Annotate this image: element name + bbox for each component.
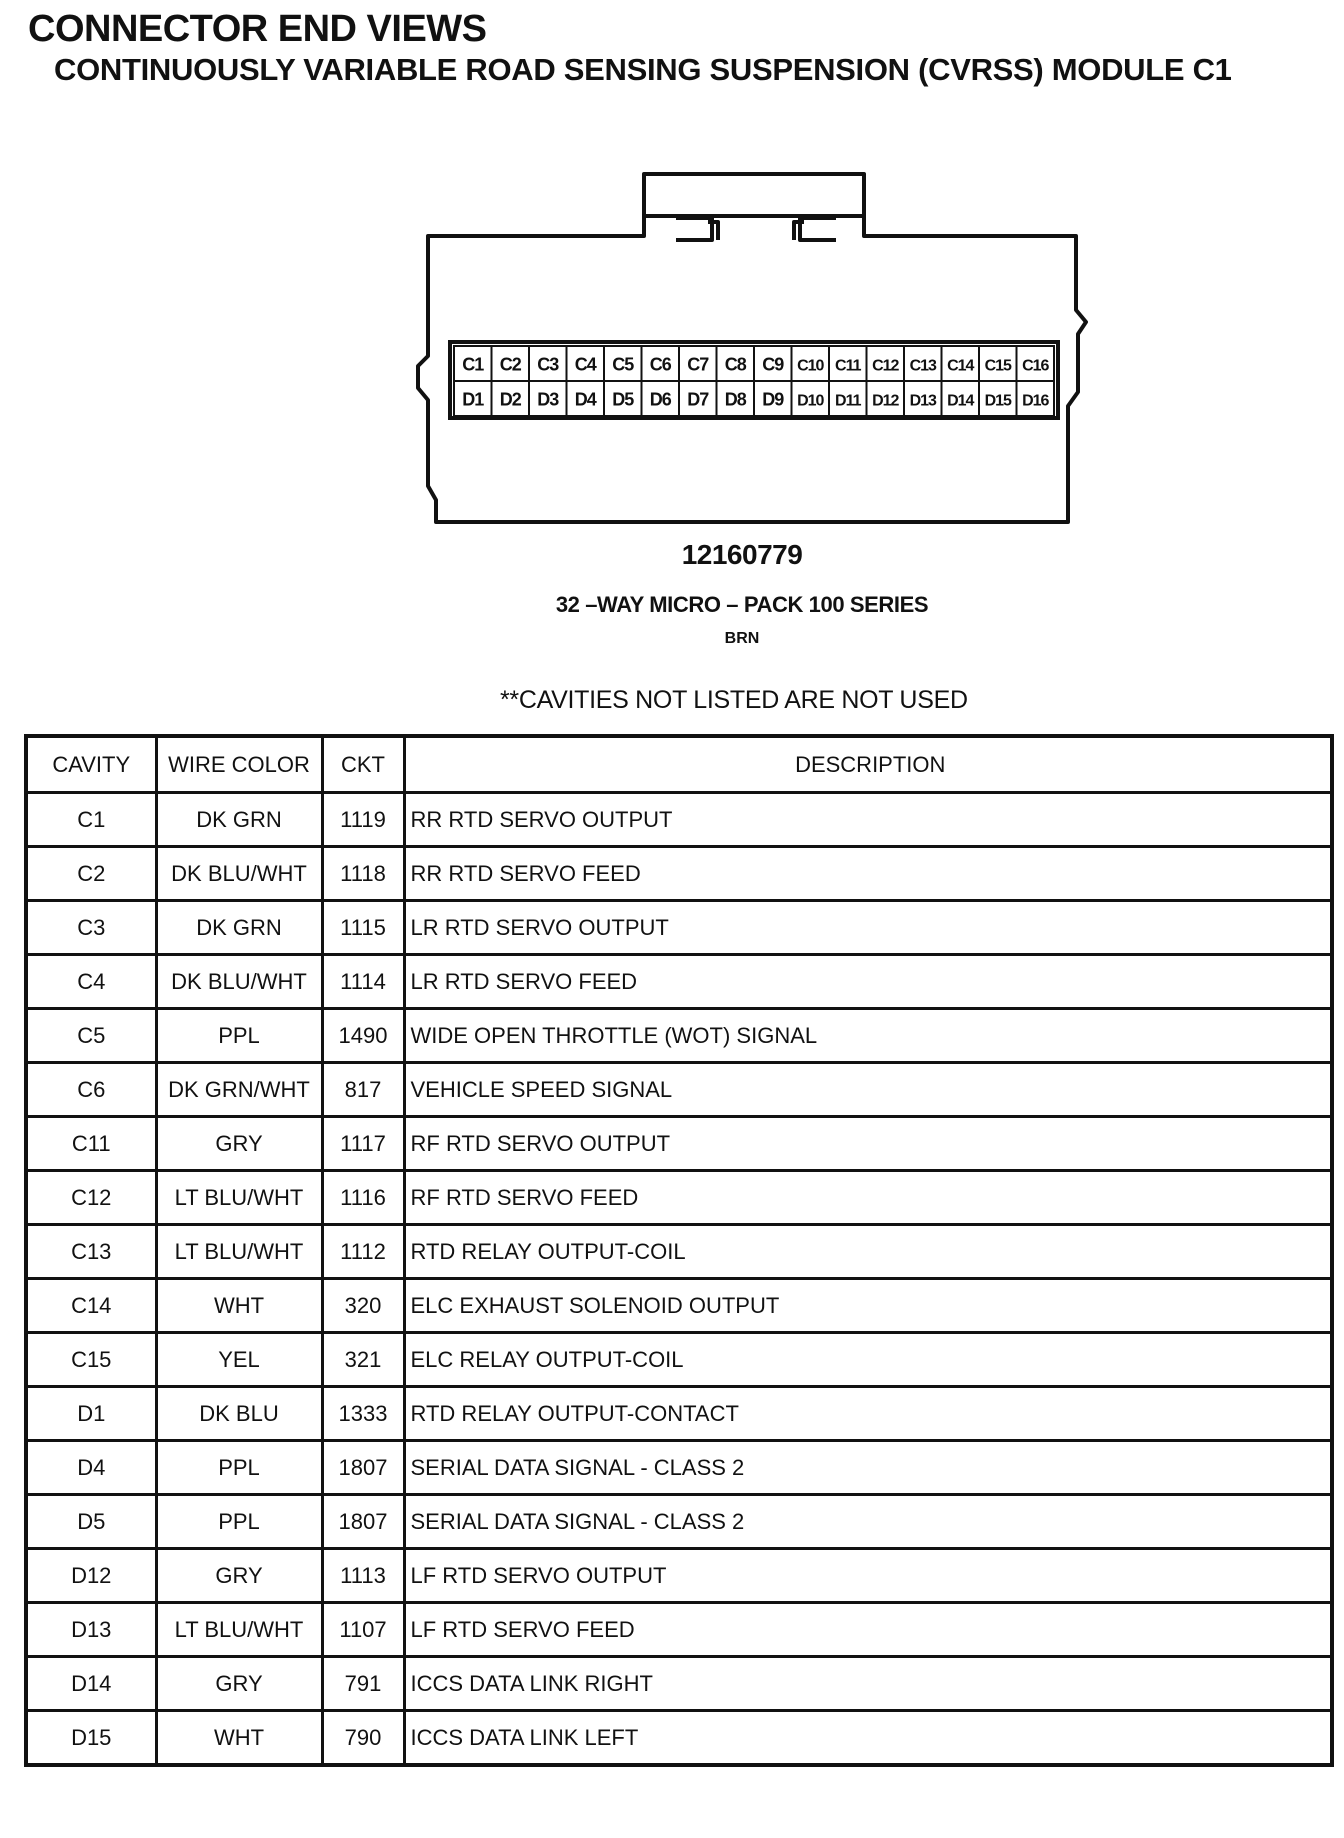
cavity-label-d13: D13	[909, 392, 936, 410]
ckt-cell: 1107	[322, 1603, 404, 1657]
wire-color-cell: PPL	[156, 1495, 322, 1549]
wire-color-cell: LT BLU/WHT	[156, 1225, 322, 1279]
page-title: CONNECTOR END VIEWS	[28, 8, 487, 50]
table-row	[26, 1009, 1332, 1063]
ckt-cell: 791	[322, 1657, 404, 1711]
wire-color-cell: PPL	[156, 1009, 322, 1063]
cavity-label-d9: D9	[762, 389, 784, 410]
cavity-cell: C11	[26, 1117, 156, 1171]
description-cell: ELC RELAY OUTPUT-COIL	[404, 1333, 1332, 1387]
table-row	[26, 1333, 1332, 1387]
cavity-cell: D13	[26, 1603, 156, 1657]
cavity-label-d15: D15	[984, 392, 1011, 410]
description-cell: ICCS DATA LINK RIGHT	[404, 1657, 1332, 1711]
connector-part-number: 12160779	[681, 539, 803, 570]
table-row	[26, 1387, 1332, 1441]
cavity-cell: C6	[26, 1063, 156, 1117]
cavity-label-d11: D11	[835, 392, 861, 410]
table-row	[26, 793, 1332, 847]
cavity-label-c6: C6	[649, 354, 671, 375]
cavity-label-c9: C9	[762, 354, 784, 375]
cavity-label-d7: D7	[687, 389, 709, 410]
table-row	[26, 1711, 1332, 1766]
wire-color-cell: DK BLU	[156, 1387, 322, 1441]
wire-color-cell: DK GRN	[156, 901, 322, 955]
cavity-label-d1: D1	[462, 389, 484, 410]
description-header: DESCRIPTION	[404, 736, 1332, 793]
ckt-cell: 320	[322, 1279, 404, 1333]
description-cell: ICCS DATA LINK LEFT	[404, 1711, 1332, 1766]
ckt-cell: 1118	[322, 847, 404, 901]
description-cell: RF RTD SERVO OUTPUT	[404, 1117, 1332, 1171]
wire-color-cell: DK BLU/WHT	[156, 955, 322, 1009]
ckt-cell: 1333	[322, 1387, 404, 1441]
description-cell: RR RTD SERVO OUTPUT	[404, 793, 1332, 847]
description-cell: LF RTD SERVO FEED	[404, 1603, 1332, 1657]
wire-color-cell: LT BLU/WHT	[156, 1171, 322, 1225]
description-cell: RTD RELAY OUTPUT-COIL	[404, 1225, 1332, 1279]
cavity-cell: D12	[26, 1549, 156, 1603]
cavity-label-c10: C10	[797, 357, 824, 375]
pinout-table	[24, 734, 1334, 1767]
description-cell: RR RTD SERVO FEED	[404, 847, 1332, 901]
cavity-cell: D15	[26, 1711, 156, 1766]
table-row	[26, 847, 1332, 901]
ckt-cell: 790	[322, 1711, 404, 1766]
table-row	[26, 1657, 1332, 1711]
cavity-label-d4: D4	[574, 389, 596, 410]
wire-color-cell: PPL	[156, 1441, 322, 1495]
cavity-label-c4: C4	[574, 354, 596, 375]
cavity-label-c11: C11	[835, 357, 861, 375]
ckt-cell: 1807	[322, 1441, 404, 1495]
ckt-cell: 1112	[322, 1225, 404, 1279]
cavity-label-c1: C1	[462, 354, 484, 375]
wire-color-cell: DK GRN	[156, 793, 322, 847]
description-cell: SERIAL DATA SIGNAL - CLASS 2	[404, 1441, 1332, 1495]
cavity-label-c13: C13	[909, 357, 936, 375]
table-row	[26, 1603, 1332, 1657]
wire-color-cell: GRY	[156, 1117, 322, 1171]
cavity-cell: D5	[26, 1495, 156, 1549]
ckt-cell: 1490	[322, 1009, 404, 1063]
ckt-cell: 1114	[322, 955, 404, 1009]
cavity-label-d14: D14	[947, 392, 974, 410]
cavity-cell: C5	[26, 1009, 156, 1063]
cavity-label-c15: C15	[984, 357, 1011, 375]
table-row	[26, 1495, 1332, 1549]
cavity-cell: D14	[26, 1657, 156, 1711]
wire-color-cell: DK GRN/WHT	[156, 1063, 322, 1117]
cavity-cell: C14	[26, 1279, 156, 1333]
module-title: CONTINUOUSLY VARIABLE ROAD SENSING SUSPENSION (CVRSS) MODULE C1	[54, 52, 1232, 87]
description-cell: RTD RELAY OUTPUT-CONTACT	[404, 1387, 1332, 1441]
cavity-cell: D1	[26, 1387, 156, 1441]
cavity-label-d10: D10	[797, 392, 824, 410]
cavity-label-d5: D5	[612, 389, 634, 410]
wire-color-cell: YEL	[156, 1333, 322, 1387]
wire-color-cell: DK BLU/WHT	[156, 847, 322, 901]
cavity-cell: C3	[26, 901, 156, 955]
description-cell: LR RTD SERVO FEED	[404, 955, 1332, 1009]
wire-color-cell: LT BLU/WHT	[156, 1603, 322, 1657]
cavity-label-c7: C7	[687, 354, 709, 375]
cavity-label-c14: C14	[947, 357, 974, 375]
ckt-cell: 1113	[322, 1549, 404, 1603]
ckt-cell: 1116	[322, 1171, 404, 1225]
cavity-label-c16: C16	[1022, 357, 1049, 375]
wire-color-cell: WHT	[156, 1279, 322, 1333]
table-row	[26, 901, 1332, 955]
table-row	[26, 1171, 1332, 1225]
cavity-cell: C2	[26, 847, 156, 901]
ckt-cell: 817	[322, 1063, 404, 1117]
cavity-header: CAVITY	[26, 736, 156, 793]
description-cell: LR RTD SERVO OUTPUT	[404, 901, 1332, 955]
connector-color: BRN	[724, 630, 760, 647]
table-row	[26, 1441, 1332, 1495]
cavity-cell: C15	[26, 1333, 156, 1387]
cavity-label-d16: D16	[1022, 392, 1049, 410]
cavity-label-d8: D8	[724, 389, 746, 410]
description-cell: VEHICLE SPEED SIGNAL	[404, 1063, 1332, 1117]
ckt-cell: 1807	[322, 1495, 404, 1549]
description-cell: WIDE OPEN THROTTLE (WOT) SIGNAL	[404, 1009, 1332, 1063]
cavity-label-d6: D6	[649, 389, 671, 410]
cavity-label-d12: D12	[872, 392, 899, 410]
cavity-cell: C12	[26, 1171, 156, 1225]
table-header-row	[26, 736, 1332, 793]
cavity-label-c5: C5	[612, 354, 634, 375]
connector-end-view-diagram	[0, 160, 1344, 540]
table-row	[26, 1279, 1332, 1333]
cavity-label-d2: D2	[499, 389, 521, 410]
ckt-header: CKT	[322, 736, 404, 793]
table-row	[26, 1117, 1332, 1171]
cavity-cell: C1	[26, 793, 156, 847]
ckt-cell: 1119	[322, 793, 404, 847]
table-row	[26, 955, 1332, 1009]
ckt-cell: 1115	[322, 901, 404, 955]
cavity-label-d3: D3	[537, 389, 559, 410]
cavity-label-c12: C12	[872, 357, 899, 375]
table-row	[26, 1063, 1332, 1117]
cavity-label-c8: C8	[724, 354, 746, 375]
ckt-cell: 1117	[322, 1117, 404, 1171]
cavities-note: **CAVITIES NOT LISTED ARE NOT USED	[500, 686, 968, 714]
description-cell: ELC EXHAUST SOLENOID OUTPUT	[404, 1279, 1332, 1333]
wire-color-cell: GRY	[156, 1549, 322, 1603]
ckt-cell: 321	[322, 1333, 404, 1387]
cavity-cell: D4	[26, 1441, 156, 1495]
wire-color-header: WIRE COLOR	[156, 736, 322, 793]
cavity-cell: C13	[26, 1225, 156, 1279]
description-cell: RF RTD SERVO FEED	[404, 1171, 1332, 1225]
wire-color-cell: WHT	[156, 1711, 322, 1766]
cavity-label-c2: C2	[499, 354, 521, 375]
description-cell: LF RTD SERVO OUTPUT	[404, 1549, 1332, 1603]
wire-color-cell: GRY	[156, 1657, 322, 1711]
table-row	[26, 1225, 1332, 1279]
connector-type: 32 –WAY MICRO – PACK 100 SERIES	[555, 592, 929, 617]
cavity-label-c3: C3	[537, 354, 559, 375]
description-cell: SERIAL DATA SIGNAL - CLASS 2	[404, 1495, 1332, 1549]
table-row	[26, 1549, 1332, 1603]
cavity-cell: C4	[26, 955, 156, 1009]
